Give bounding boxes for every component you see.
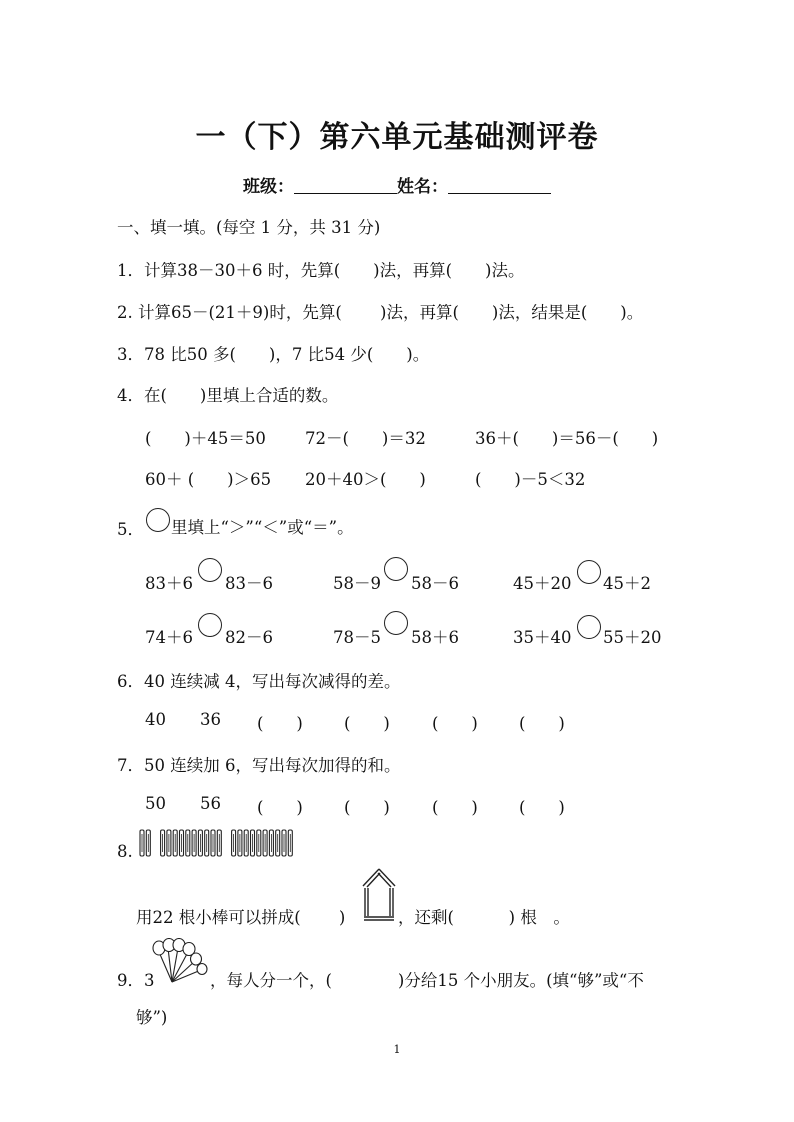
- q4-item: 20＋40＞( ): [305, 470, 426, 489]
- class-name-line: [0, 172, 794, 197]
- q8-number: 8.: [117, 842, 133, 861]
- q5-left: 58－9: [333, 574, 381, 593]
- q4-item: ( )＋45＝50: [145, 429, 266, 448]
- question-3: 3．78 比50 多( )，7 比54 少( )。: [117, 345, 430, 364]
- q5-left: 78－5: [333, 628, 381, 647]
- q5-left: 35＋40: [513, 628, 572, 647]
- q9-number: 9．3: [117, 971, 155, 990]
- q6-blank[interactable]: ( ): [432, 714, 478, 733]
- q4-item: 60＋ ( )＞65: [145, 470, 272, 489]
- question-2: 2. 计算65－(21＋9)时，先算( )法，再算( )法，结果是( )。: [117, 303, 644, 322]
- house-shape-icon: [359, 866, 399, 922]
- class-label: 班级：: [243, 177, 294, 197]
- question-6-stem: 6．40 连续减 4，写出每次减得的差。: [117, 672, 401, 691]
- comparison-circle[interactable]: [384, 557, 408, 581]
- q6-value: 40: [145, 710, 166, 729]
- q7-blank[interactable]: ( ): [432, 798, 478, 817]
- q5-left: 74＋6: [145, 628, 193, 647]
- q5-right: 45＋2: [603, 574, 651, 593]
- sticks-icon: [138, 828, 318, 858]
- q5-left: 83＋6: [145, 574, 193, 593]
- balloons-icon: [150, 938, 210, 984]
- q8-text-after: ，还剩( ) 根 。: [398, 908, 570, 927]
- q7-blank[interactable]: ( ): [344, 798, 390, 817]
- comparison-circle[interactable]: [577, 560, 601, 584]
- q5-left: 45＋20: [513, 574, 572, 593]
- q7-blank[interactable]: ( ): [519, 798, 565, 817]
- comparison-circle[interactable]: [198, 558, 222, 582]
- comparison-circle[interactable]: [577, 615, 601, 639]
- q5-right: 82－6: [225, 628, 273, 647]
- comparison-circle[interactable]: [198, 613, 222, 637]
- q5-right: 83－6: [225, 574, 273, 593]
- name-label: 姓名：: [397, 177, 448, 197]
- q7-blank[interactable]: ( ): [257, 798, 303, 817]
- q5-right: 58＋6: [411, 628, 459, 647]
- comparison-circle[interactable]: [384, 611, 408, 635]
- page-number: 1: [393, 1043, 401, 1056]
- q5-number: 5．: [117, 520, 144, 539]
- page-title: 一（下）第六单元基础测评卷: [195, 120, 599, 155]
- name-blank[interactable]: [448, 177, 551, 194]
- q7-value: 50: [145, 794, 166, 813]
- q4-item: ( )－5＜32: [475, 470, 586, 489]
- q7-value: 56: [200, 794, 221, 813]
- comparison-circle-icon: [146, 508, 170, 532]
- q5-right: 55＋20: [603, 628, 662, 647]
- q6-blank[interactable]: ( ): [519, 714, 565, 733]
- q8-text-before: 用22 根小棒可以拼成( ): [136, 908, 346, 927]
- q6-blank[interactable]: ( ): [257, 714, 303, 733]
- q6-blank[interactable]: ( ): [344, 714, 390, 733]
- question-4-stem: 4．在( )里填上合适的数。: [117, 386, 339, 405]
- class-blank[interactable]: [294, 177, 397, 194]
- section-heading: 一、填一填。(每空 1 分，共 31 分): [117, 218, 381, 237]
- q6-value: 36: [200, 710, 221, 729]
- q4-item: 36＋( )＝56－( ): [475, 429, 659, 448]
- q4-item: 72－( )＝32: [305, 429, 426, 448]
- q9-text: ，每人分一个，( )分给15 个小朋友。(填“够”或“不: [210, 971, 644, 990]
- question-7-stem: 7．50 连续加 6，写出每次加得的和。: [117, 756, 401, 775]
- q9-text-cont: 够”): [136, 1008, 168, 1027]
- question-1: 1．计算38－30＋6 时，先算( )法，再算( )法。: [117, 261, 525, 280]
- q5-stem: 里填上“＞”“＜”或“＝”。: [171, 518, 354, 537]
- q5-right: 58－6: [411, 574, 459, 593]
